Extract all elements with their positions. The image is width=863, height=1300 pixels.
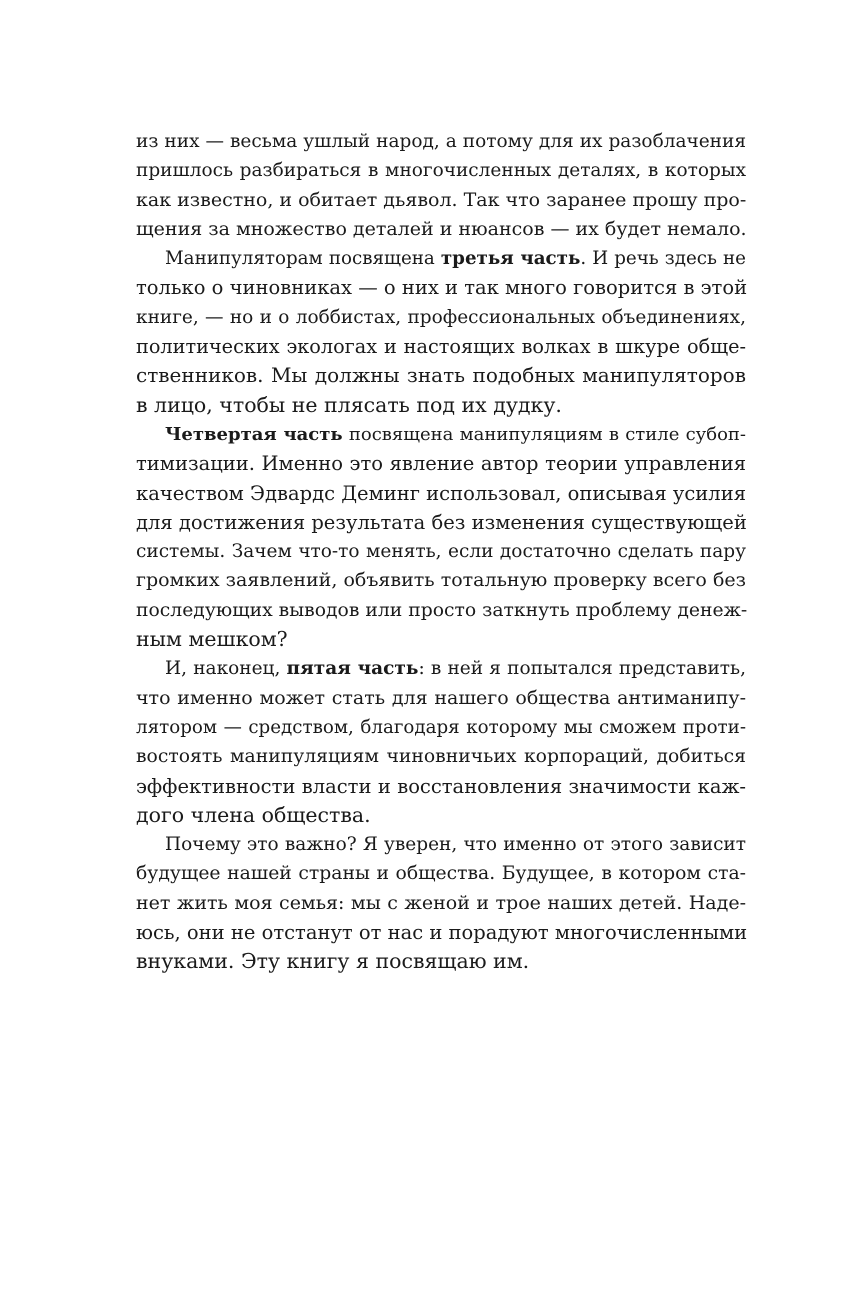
text-segment: юсь, они не отстанут от нас и порадуют многочисленными	[136, 921, 748, 945]
text-line	[136, 625, 746, 654]
paragraph	[136, 244, 746, 420]
text-line	[136, 918, 746, 947]
text-line	[136, 684, 746, 713]
text-segment: востоять манипуляциям чиновничьих корпораций, добиться	[136, 746, 746, 768]
text-segment: только о чиновниках — о них и так много говорится в этой	[136, 276, 748, 300]
text-line	[136, 391, 746, 420]
bold-term: пятая часть	[286, 658, 419, 680]
text-line	[136, 449, 746, 478]
text-segment: . И речь здесь не	[580, 248, 746, 270]
text-line	[136, 566, 746, 595]
text-line	[136, 889, 746, 918]
body-text	[136, 127, 746, 977]
text-segment: громких заявлений, объявить тотальную проверку всего без	[136, 569, 746, 592]
text-line	[136, 332, 746, 361]
text-segment: будущее нашей страны и общества. Будущее, в котором ста-	[136, 863, 746, 885]
text-line	[136, 273, 746, 302]
text-segment: что именно может стать для нашего общества антиманипу-	[136, 686, 746, 709]
text-line	[136, 654, 746, 683]
text-line	[136, 215, 746, 244]
text-line	[136, 186, 746, 215]
text-segment: как известно, и обитает дьявол. Так что заранее прошу про-	[136, 188, 747, 211]
text-line	[136, 713, 746, 742]
text-segment: И, наконец,	[165, 658, 287, 680]
text-line	[136, 420, 746, 449]
text-segment: внуками. Эту книгу я посвящаю им.	[136, 949, 530, 974]
text-segment: политических экологах и настоящих волках в шкуре обще-	[136, 335, 746, 359]
text-line	[136, 127, 746, 156]
paragraph	[136, 420, 746, 654]
text-segment: эффективности власти и восстановления значимости каж-	[136, 774, 746, 798]
text-segment: щения за множество деталей и нюансов — их будет немало.	[136, 217, 747, 240]
bold-term: Четвертая часть	[165, 423, 343, 445]
text-segment: ственников. Мы должны знать подобных манипуляторов	[136, 363, 746, 388]
text-line	[136, 859, 746, 888]
text-line	[136, 479, 746, 508]
text-segment: Манипуляторам посвящена	[165, 248, 441, 270]
text-segment: нет жить моя семья: мы с женой и трое наших детей. Наде-	[136, 891, 746, 914]
text-line	[136, 156, 746, 185]
text-line	[136, 772, 746, 801]
text-segment: лятором — средством, благодаря которому мы сможем проти-	[136, 716, 746, 738]
text-segment: системы. Зачем что-то менять, если достаточно сделать пару	[136, 541, 746, 563]
text-segment: посвящена манипуляциям в стиле субоп-	[342, 423, 746, 445]
text-line	[136, 508, 746, 537]
paragraph	[136, 654, 746, 830]
text-segment: ным мешком?	[136, 627, 288, 652]
text-segment: последующих выводов или просто заткнуть проблему денеж-	[136, 599, 748, 621]
text-segment: книге, — но и о лоббистах, профессиональных объединениях,	[136, 306, 746, 328]
text-line	[136, 947, 746, 976]
text-segment: для достижения результата без изменения существующей	[136, 510, 747, 534]
text-line	[136, 244, 746, 273]
paragraph	[136, 830, 746, 976]
text-line	[136, 830, 746, 859]
text-line	[136, 596, 746, 625]
text-segment: : в ней я попытался представить,	[418, 658, 746, 680]
text-segment: пришлось разбираться в многочисленных деталях, в которых	[136, 160, 746, 182]
text-line	[136, 742, 746, 771]
paragraph	[136, 127, 746, 244]
text-line	[136, 361, 746, 390]
text-segment: тимизации. Именно это явление автор теории управления	[136, 452, 746, 476]
bold-term: третья часть	[440, 248, 581, 270]
text-line	[136, 537, 746, 566]
text-segment: качеством Эдвардс Деминг использовал, описывая усилия	[136, 481, 746, 505]
text-line	[136, 801, 746, 830]
text-segment: из них — весьма ушлый народ, а потому для их разоблачения	[136, 131, 746, 152]
text-segment: дого члена общества.	[136, 802, 371, 827]
text-segment: Почему это важно? Я уверен, что именно от этого зависит	[165, 834, 746, 856]
text-segment: в лицо, чтобы не плясать под их дудку.	[136, 392, 562, 417]
text-line	[136, 303, 746, 332]
